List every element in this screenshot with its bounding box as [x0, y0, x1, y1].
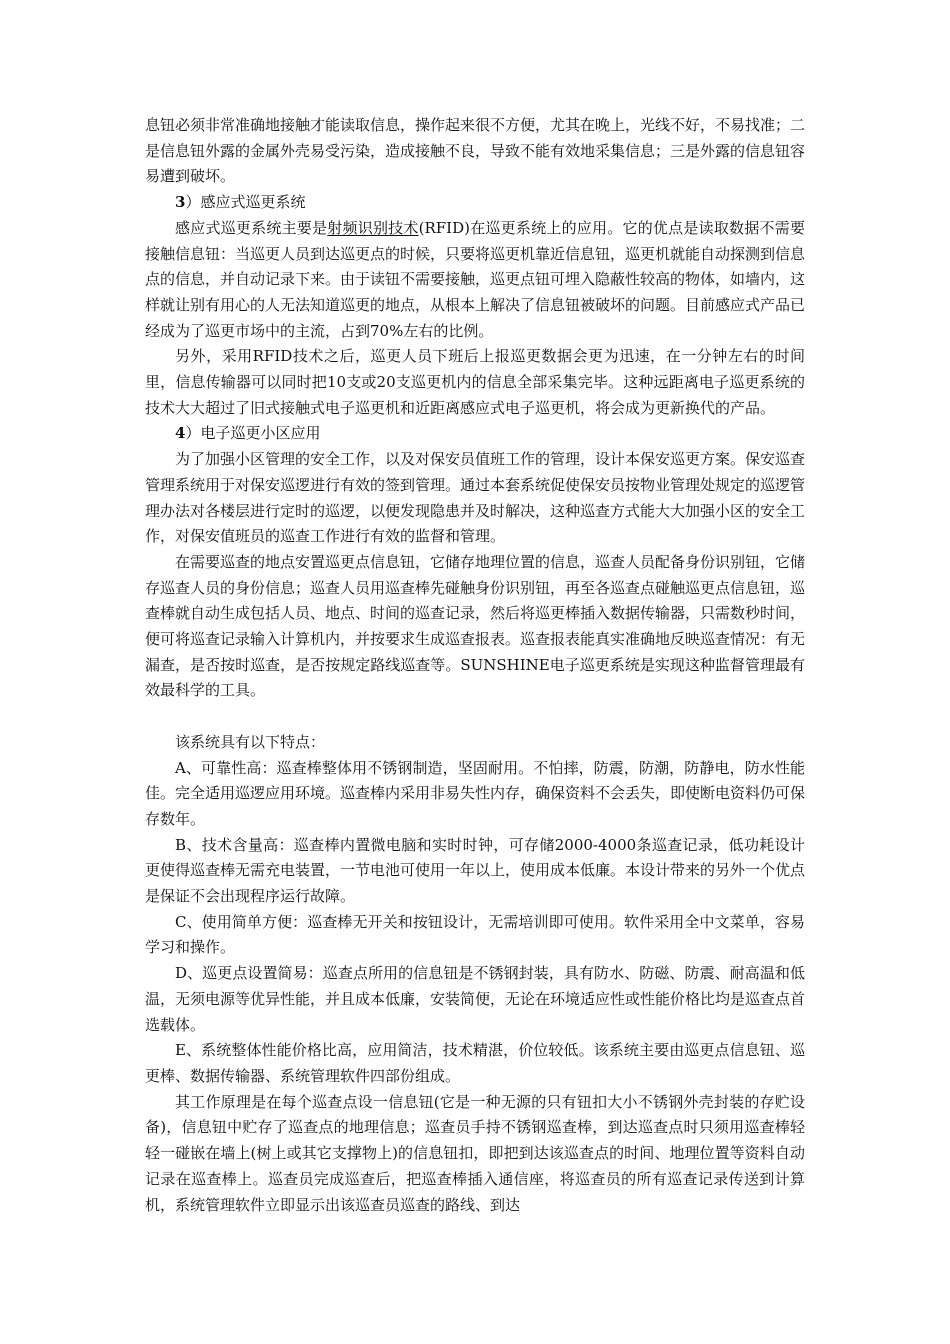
- paragraph-patrol-procedure: 在需要巡查的地点安置巡更点信息钮，它储存地理位置的信息，巡查人员配备身份识别钮，它储存巡查人员的身份信息；巡查人员用巡查棒先碰触身份识别钮，再至各巡查点碰触巡更点信息钮，巡查棒就自动生成包括人员、地点、时间的巡查记录，然后将巡更棒插入数据传输器，只需数秒时间，便可将巡查记录输入计算机内，并按要求生成巡查报表。巡查报表能真实准确地反映巡查情况：有无漏查，是否按时巡查，是否按规定路线巡查等。SUNSHINE电子巡更系统是实现这种监督管理最有效最科学的工具。: [145, 552, 806, 700]
- paragraph-rfid-advantages: 另外，采用RFID技术之后，巡更人员下班后上报巡更数据会更为迅速，在一分钟左右的时间里，信息传输器可以同时把10支或20支巡更机内的信息全部采集完毕。这种远距离电子巡更系统的技术大大超过了旧式接触式电子巡更机和近距离感应式电子巡更机，将会成为更新换代的产品。: [145, 347, 805, 417]
- paragraph-features-intro: 该系统具有以下特点：: [175, 732, 326, 751]
- section-heading-community-application: [145, 421, 805, 447]
- feature-item-cost-performance: E、系统整体性能价格比高，应用简洁，技术精湛，价位较低。该系统主要由巡更点信息钮、巡更棒、数据传输器、系统管理软件四部份组成。: [145, 1041, 805, 1085]
- feature-item-reliability: A、可靠性高：巡查棒整体用不锈钢制造，坚固耐用。不怕摔，防震，防潮，防静电，防水性能佳。完全适用巡逻应用环境。巡查棒内采用非易失性内存，确保资料不会丢失，即使断电资料仍可保存数年。: [145, 758, 806, 828]
- paragraph-contact-drawbacks: 息钮必须非常准确地接触才能读取信息，操作起来很不方便，尤其在晚上，光线不好，不易找准；二是信息钮外露的金属外壳易受污染，造成接触不良，导致不能有效地采集信息；三是外露的信息钮容易遭到破坏。: [145, 116, 806, 186]
- feature-item-ease-of-use: C、使用简单方便：巡查棒无开关和按钮设计，无需培训即可使用。软件采用全中文菜单，容易学习和操作。: [145, 912, 805, 957]
- section-title: ）电子巡更小区应用: [185, 424, 321, 443]
- paragraph-text: (RFID)在巡更系统上的应用。它的优点是读取数据不需要接触信息钮：当巡更人员到达巡更点的时候，只要将巡更机靠近信息钮，巡更机就能自动探测到信息点的信息，并自动记录下来。由于读钮不需要接触，巡更点钮可埋入隐蔽性较高的物体，如墙内，这样就让别有用心的人无法知道巡更的地点，从根本上解决了信息钮被破坏的问题。目前感应式产品已经成为了巡更市场中的主流，占到70%左右的比例。: [145, 218, 806, 340]
- paragraph-inductive-intro: [145, 216, 805, 345]
- section-heading-inductive-patrol: [145, 190, 805, 216]
- paragraph-working-principle: 其工作原理是在每个巡查点设一信息钮(它是一种无源的只有钮扣大小不锈钢外壳封装的存贮设备)，信息钮中贮存了巡查点的地理信息；巡查员手持不锈钢巡查棒，到达巡查点时只须用巡查棒轻轻一碰嵌在墙上(树上或其它支撑物上)的信息钮扣，即把到达该巡查点的时间、地理位置等资料自动记录在巡查棒上。巡查员完成巡查后，把巡查棒插入通信座，将巡查员的所有巡查记录传送到计算机，系统管理软件立即显示出该巡查员巡查的路线、到达: [145, 1092, 805, 1214]
- rfid-link[interactable]: 射频识别技术: [327, 218, 419, 237]
- paragraph-text: 感应式巡更系统主要是: [175, 218, 328, 237]
- section-number: 3: [175, 193, 186, 212]
- section-number: 4: [175, 424, 186, 443]
- feature-item-technology: B、技术含量高：巡查棒内置微电脑和实时时钟，可存储2000-4000条巡查记录，低功耗设计更使得巡查棒无需充电装置，一节电池可使用一年以上，使用成本低廉。本设计带来的另外一个优点是保证不会出现程序运行故障。: [145, 835, 806, 906]
- section-title: ）感应式巡更系统: [185, 193, 306, 212]
- document-page: [145, 113, 805, 1218]
- feature-item-setup: D、巡更点设置简易：巡查点所用的信息钮是不锈钢封装，具有防水、防磁、防震、耐高温和低温，无须电源等优异性能，并且成本低廉，安装简便，无论在环境适应性或性能价格比均是巡查点首选载体。: [145, 964, 806, 1034]
- paragraph-community-management: 为了加强小区管理的安全工作，以及对保安员值班工作的管理，设计本保安巡更方案。保安巡查管理系统用于对保安巡逻进行有效的签到管理。通过本套系统促使保安员按物业管理处规定的巡逻管理办法对各楼层进行定时的巡逻，以便发现隐患并及时解决，这种巡查方式能大大加强小区的安全工作，对保安值班员的巡查工作进行有效的监督和管理。: [145, 450, 806, 546]
- blank-line: [145, 704, 805, 730]
